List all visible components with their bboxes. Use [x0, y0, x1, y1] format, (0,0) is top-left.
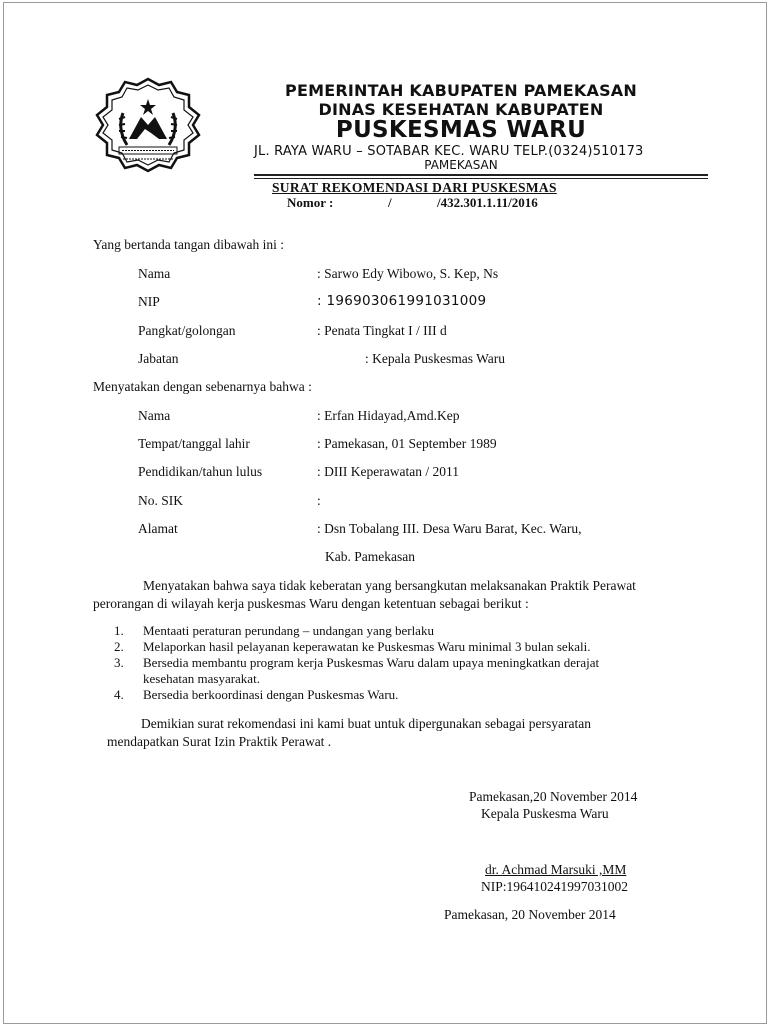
subject-birth-value: : Pamekasan, 01 September 1989 [317, 436, 497, 451]
signer-rank-label: Pangkat/golongan [138, 323, 236, 338]
condition-number-2: 2. [114, 639, 124, 654]
letter-title: SURAT REKOMENDASI DARI PUSKESMAS [272, 180, 557, 195]
subject-sik-label: No. SIK [138, 493, 184, 508]
signer-nip-label: NIP [138, 294, 160, 309]
statement-text: Menyatakan dengan sebenarnya bahwa : [93, 379, 312, 394]
subject-sik-value: : [317, 493, 321, 508]
closing-line-1: Demikian surat rekomendasi ini kami buat untuk dipergunakan sebagai persyaratan [141, 716, 591, 731]
signature-position: Kepala Puskesma Waru [481, 806, 609, 821]
signer-position-label: Jabatan [138, 351, 179, 366]
letter-number-separator: / [388, 195, 392, 210]
condition-number-1: 1. [114, 623, 124, 638]
condition-text-3: Bersedia membantu program kerja Puskesmas Waru dalam upaya meningkatkan derajat [143, 655, 600, 670]
letter-number-label: Nomor : [287, 195, 334, 210]
intro-text: Yang bertanda tangan dibawah ini : [93, 237, 284, 252]
paragraph-line-1: Menyatakan bahwa saya tidak keberatan yang bersangkutan melaksanakan Praktik Perawat [143, 578, 636, 593]
letterhead-rule-thin [254, 178, 708, 179]
condition-text-2: Melaporkan hasil pelayanan keperawatan ke Puskesmas Waru minimal 3 bulan sekali. [143, 639, 591, 654]
signature-name: dr. Achmad Marsuki ,MM [485, 862, 627, 877]
letter-page [3, 2, 767, 1024]
subject-education-value: : DIII Keperawatan / 2011 [317, 464, 459, 479]
signer-name-label: Nama [138, 266, 171, 281]
signature-nip: NIP:196410241997031002 [481, 879, 629, 894]
subject-name-value: : Erfan Hidayad,Amd.Kep [317, 408, 460, 423]
condition-text-3-continued: kesehatan masyarakat. [143, 671, 260, 686]
footer-date: Pamekasan, 20 November 2014 [444, 907, 616, 922]
letterhead-government: PEMERINTAH KABUPATEN PAMEKASAN [285, 81, 637, 100]
letter-number-code: /432.301.1.11/2016 [437, 195, 538, 210]
condition-text-1: Mentaati peraturan perundang – undangan yang berlaku [143, 623, 434, 638]
subject-name-label: Nama [138, 408, 171, 423]
signer-nip-value: : 196903061991031009 [317, 293, 487, 309]
signature-place-date: Pamekasan,20 November 2014 [469, 789, 638, 804]
signer-rank-value: : Penata Tingkat I / III d [317, 323, 447, 338]
letterhead-rule-thick [254, 174, 708, 176]
letterhead-city: PAMEKASAN [424, 158, 498, 172]
condition-number-3: 3. [114, 655, 124, 670]
signer-name-value: : Sarwo Edy Wibowo, S. Kep, Ns [317, 266, 499, 281]
closing-line-2: mendapatkan Surat Izin Praktik Perawat . [107, 734, 332, 749]
condition-number-4: 4. [114, 687, 124, 702]
letterhead-address: JL. RAYA WARU – SOTABAR KEC. WARU TELP.(0324)510173 [254, 144, 644, 159]
subject-address-value: : Dsn Tobalang III. Desa Waru Barat, Kec. Waru, [317, 521, 582, 536]
subject-address-continued: Kab. Pamekasan [325, 549, 415, 564]
paragraph-line-2: perorangan di wilayah kerja puskesmas Waru dengan ketentuan sebagai berikut : [93, 596, 529, 611]
subject-address-label: Alamat [138, 521, 178, 536]
signer-position-value: : Kepala Puskesmas Waru [365, 351, 506, 366]
letterhead-institution: PUSKESMAS WARU [335, 117, 587, 143]
subject-birth-label: Tempat/tanggal lahir [138, 436, 250, 451]
letterhead-department: DINAS KESEHATAN KABUPATEN [318, 100, 604, 119]
regency-emblem-icon [89, 73, 207, 177]
condition-text-4: Bersedia berkoordinasi dengan Puskesmas Waru. [143, 687, 399, 702]
subject-education-label: Pendidikan/tahun lulus [138, 464, 263, 479]
